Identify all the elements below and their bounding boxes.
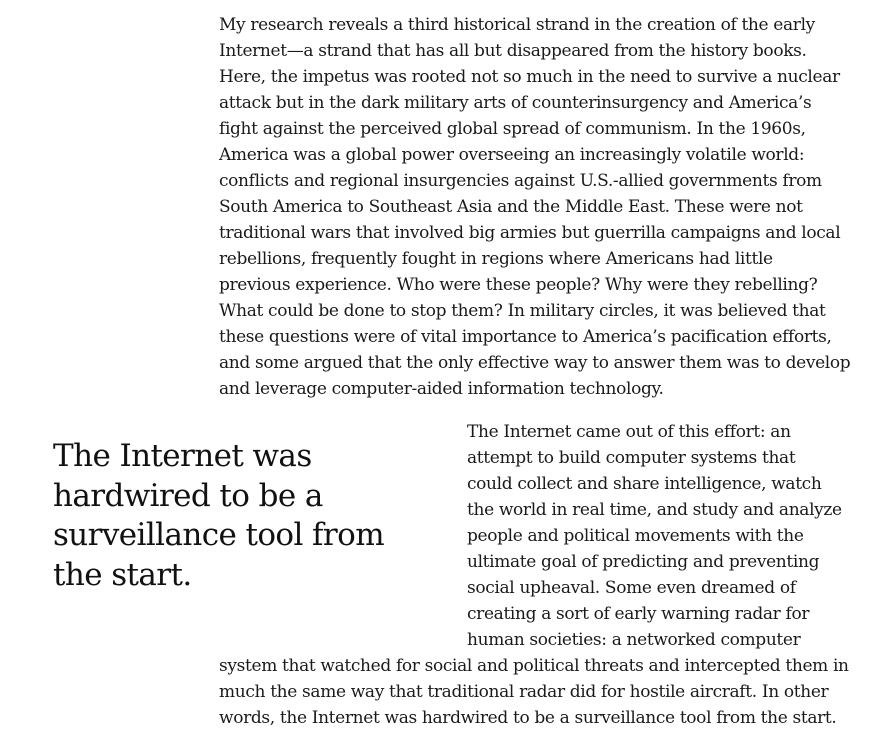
paragraph-line: South America to Southeast Asia and the Middle East. These were not <box>219 197 803 217</box>
paragraph-line: these questions were of vital importance to America’s pacification efforts, <box>219 327 832 347</box>
paragraph-line: and leverage computer-aided information technology. <box>219 379 664 399</box>
paragraph-line: The Internet came out of this effort: an <box>467 422 791 442</box>
paragraph-line: traditional wars that involved big armies but guerrilla campaigns and local <box>219 223 841 243</box>
paragraph-line: system that watched for social and political threats and intercepted them in <box>219 656 849 676</box>
paragraph-line: fight against the perceived global spread of communism. In the 1960s, <box>219 119 806 139</box>
paragraph-line: and some argued that the only effective way to answer them was to develop <box>219 353 851 373</box>
pull-quote-line: the start. <box>53 556 192 593</box>
paragraph-line: words, the Internet was hardwired to be a surveillance tool from the start. <box>219 708 837 728</box>
paragraph-line: people and political movements with the <box>467 526 804 546</box>
paragraph-line: social upheaval. Some even dreamed of <box>467 578 796 598</box>
paragraph-line: What could be done to stop them? In military circles, it was believed that <box>219 301 826 321</box>
paragraph-line: Here, the impetus was rooted not so much in the need to survive a nuclear <box>219 67 840 87</box>
paragraph-line: creating a sort of early warning radar for <box>467 604 810 624</box>
paragraph-line: could collect and share intelligence, watch <box>467 474 822 494</box>
paragraph-line: much the same way that traditional radar did for hostile aircraft. In other <box>219 682 829 702</box>
body-paragraph-2-continued <box>219 653 859 731</box>
paragraph-line: the world in real time, and study and analyze <box>467 500 842 520</box>
body-paragraph-1 <box>219 12 859 402</box>
paragraph-line: ultimate goal of predicting and preventing <box>467 552 820 572</box>
paragraph-line: Internet—a strand that has all but disappeared from the history books. <box>219 41 807 61</box>
pull-quote <box>53 437 433 595</box>
paragraph-line: America was a global power overseeing an increasingly volatile world: <box>219 145 805 165</box>
body-paragraph-2-column <box>467 419 867 653</box>
paragraph-line: attack but in the dark military arts of counterinsurgency and America’s <box>219 93 812 113</box>
paragraph-line: attempt to build computer systems that <box>467 448 796 468</box>
paragraph-line: My research reveals a third historical strand in the creation of the early <box>219 15 815 35</box>
pull-quote-line: surveillance tool from <box>53 517 385 553</box>
paragraph-line: rebellions, frequently fought in regions where Americans had little <box>219 249 773 269</box>
paragraph-line: conflicts and regional insurgencies against U.S.-allied governments from <box>219 171 822 191</box>
pull-quote-line: hardwired to be a <box>53 477 323 514</box>
pull-quote-line: The Internet was <box>53 438 312 474</box>
paragraph-line: human societies: a networked computer <box>467 630 801 650</box>
paragraph-line: previous experience. Who were these people? Why were they rebelling? <box>219 275 818 295</box>
